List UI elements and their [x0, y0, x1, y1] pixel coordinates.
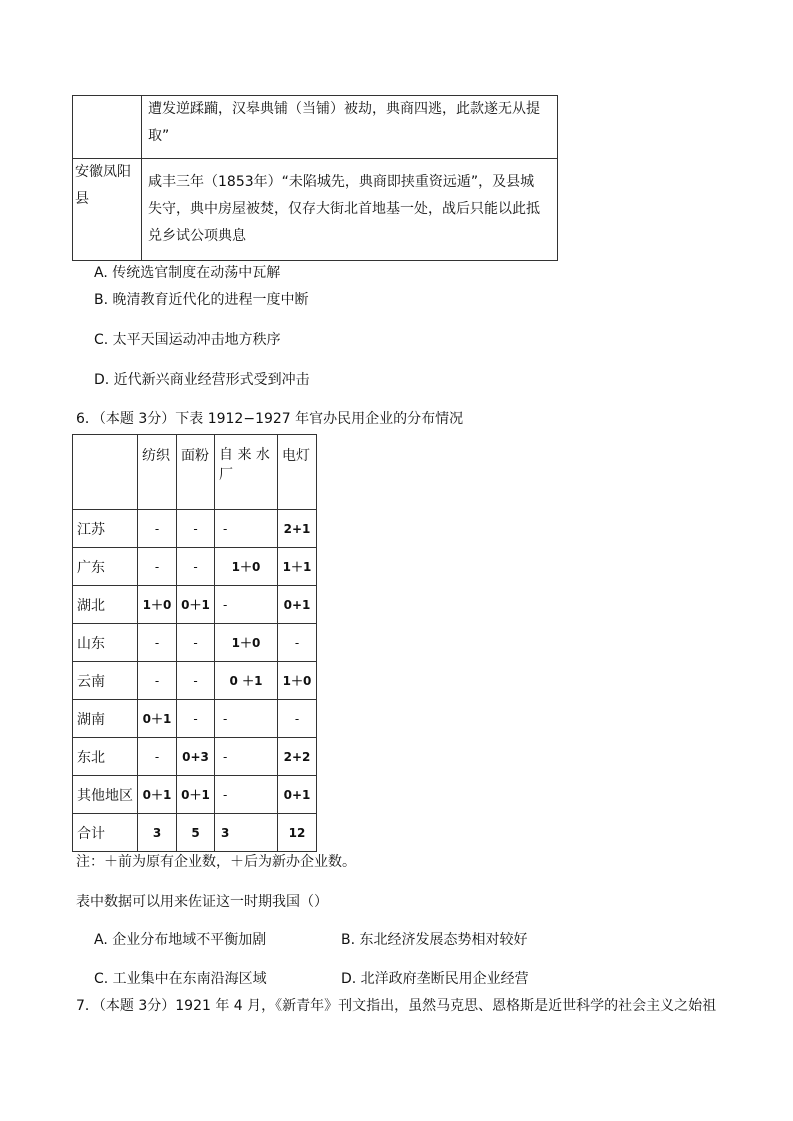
content-line: 取” — [148, 128, 170, 144]
table-note: 注：＋前为原有企业数，＋后为新办企业数。 — [76, 854, 356, 870]
table-cell: 1＋0 — [215, 548, 278, 586]
table-total-row — [73, 814, 317, 852]
region-cell: 湖北 — [73, 586, 138, 624]
table-cell: - — [215, 738, 278, 776]
table-cell: - — [215, 776, 278, 814]
content-line: 遭发逆蹂躏，汉皋典铺（当铺）被劫，典商四逃，此款遂无从提 — [148, 101, 540, 117]
table-cell: - — [138, 738, 177, 776]
question-text: 下表 1912−1927 年官办民用企业的分布情况 — [175, 411, 464, 427]
header-cell — [73, 435, 138, 510]
table-cell: - — [278, 700, 317, 738]
table-row — [73, 586, 317, 624]
header-line: 自 来 水 — [219, 447, 270, 463]
table-cell: 2+2 — [278, 738, 317, 776]
table-header-row — [73, 435, 317, 510]
table-cell: - — [138, 548, 177, 586]
question-number: 6．（本题 3分） — [76, 411, 176, 427]
content-line: 咸丰三年（1853年）“未陷城先，典商即挟重资远遁”，及县城 — [148, 174, 535, 190]
region-cell: 东北 — [73, 738, 138, 776]
question-text: 1921 年 4 月，《新青年》刊文指出，虽然马克思、恩格斯是近世科学的社会主义之始祖 — [175, 998, 717, 1014]
table-row — [73, 548, 317, 586]
table-cell: - — [138, 624, 177, 662]
content-cell — [142, 96, 558, 159]
region-cell — [73, 96, 142, 159]
region-cell: 湖南 — [73, 700, 138, 738]
table-cell: 0＋1 — [138, 776, 177, 814]
table-cell: 0＋1 — [138, 700, 177, 738]
q5-option-d[interactable]: D. 近代新兴商业经营形式受到冲击 — [94, 372, 310, 388]
table-row — [73, 96, 558, 159]
table-cell: 1＋0 — [138, 586, 177, 624]
region-cell: 云南 — [73, 662, 138, 700]
header-cell — [215, 435, 278, 510]
table-cell: - — [177, 662, 215, 700]
table-cell: 3 — [138, 814, 177, 852]
table-cell: 0＋1 — [177, 776, 215, 814]
table-cell: 1＋1 — [278, 548, 317, 586]
table-cell: - — [177, 548, 215, 586]
region-cell: 合计 — [73, 814, 138, 852]
table-cell: - — [138, 510, 177, 548]
q6-option-d[interactable]: D. 北洋政府垄断民用企业经营 — [341, 971, 529, 987]
table-row — [73, 662, 317, 700]
content-line: 失守，典中房屋被焚，仅存大街北首地基一处，战后只能以此抵 — [148, 201, 540, 217]
q6-option-c[interactable]: C. 工业集中在东南沿海区域 — [94, 971, 267, 987]
region-cell: 安徽凤阳县 — [73, 159, 142, 261]
question-7-stem — [76, 995, 716, 1015]
table-cell: 0＋1 — [177, 586, 215, 624]
header-cell: 电灯 — [278, 435, 317, 510]
header-cell: 面粉 — [177, 435, 215, 510]
table-cell: 0+1 — [278, 776, 317, 814]
table-row — [73, 700, 317, 738]
question-6-stem — [76, 408, 463, 428]
header-line: 厂 — [219, 467, 233, 483]
question-6-prompt: 表中数据可以用来佐证这一时期我国（） — [76, 894, 328, 910]
q5-option-c[interactable]: C. 太平天国运动冲击地方秩序 — [94, 332, 281, 348]
table-cell: - — [177, 700, 215, 738]
table-cell: - — [138, 662, 177, 700]
table-row — [73, 624, 317, 662]
table-cell: - — [278, 624, 317, 662]
table-cell: - — [215, 510, 278, 548]
table-cell: 12 — [278, 814, 317, 852]
region-cell: 广东 — [73, 548, 138, 586]
table-cell: 0+3 — [177, 738, 215, 776]
content-cell — [142, 159, 558, 261]
q5-option-a[interactable]: A. 传统选官制度在动荡中瓦解 — [94, 265, 281, 281]
table-row — [73, 776, 317, 814]
region-cell: 江苏 — [73, 510, 138, 548]
table-row — [73, 738, 317, 776]
table-cell: - — [215, 700, 278, 738]
region-cell: 其他地区 — [73, 776, 138, 814]
question-number: 7．（本题 3分） — [76, 998, 176, 1014]
table-cell: 1＋0 — [215, 624, 278, 662]
table-cell: 0+1 — [278, 586, 317, 624]
table-cell: 1＋0 — [278, 662, 317, 700]
source-table — [72, 95, 558, 261]
enterprise-distribution-table — [72, 434, 317, 852]
q5-option-b[interactable]: B. 晚清教育近代化的进程一度中断 — [94, 292, 309, 308]
content-line: 兑乡试公项典息 — [148, 228, 246, 244]
table-cell: - — [177, 510, 215, 548]
table-row — [73, 159, 558, 261]
table-cell: 0 ＋1 — [215, 662, 278, 700]
table-cell: 2+1 — [278, 510, 317, 548]
table-cell: - — [215, 586, 278, 624]
table-cell: - — [177, 624, 215, 662]
q6-option-b[interactable]: B. 东北经济发展态势相对较好 — [341, 932, 528, 948]
region-cell: 山东 — [73, 624, 138, 662]
table-cell: 3 — [215, 814, 278, 852]
header-cell: 纺织 — [138, 435, 177, 510]
table-row — [73, 510, 317, 548]
q6-option-a[interactable]: A. 企业分布地域不平衡加剧 — [94, 932, 267, 948]
table-cell: 5 — [177, 814, 215, 852]
